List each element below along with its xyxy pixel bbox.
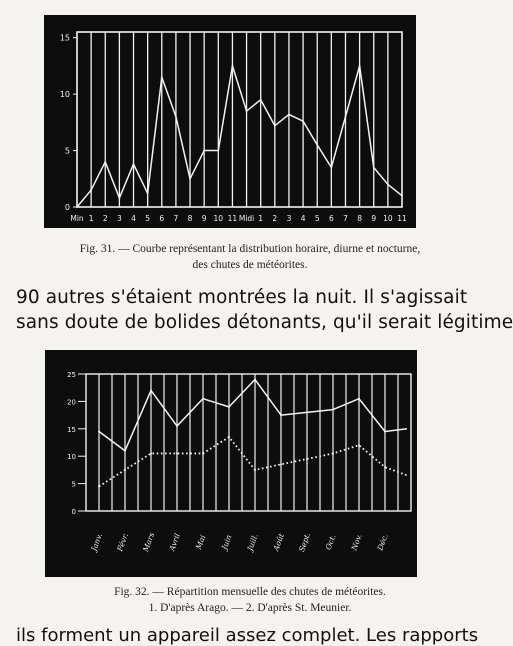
x-tick-label: Déc. [375,532,390,552]
data-point [202,398,204,400]
data-point [306,458,308,460]
x-tick-label: 6 [159,214,165,223]
x-tick-label: Oct. [323,533,338,552]
data-point [150,389,152,391]
data-point [306,411,308,413]
plot-frame [77,32,402,207]
figure-31-caption-line1: Fig. 31. — Courbe représentant la distribution horaire, diurne et nocturne, [79,243,421,255]
data-point [161,76,163,78]
x-tick-label: Nov. [349,532,364,552]
data-point [175,116,177,118]
data-point [288,114,290,116]
hourly-chart [44,15,416,228]
x-tick-label: 1 [88,214,94,223]
x-tick-label: 8 [187,214,193,223]
plot-frame [86,374,411,511]
data-point [384,466,386,468]
x-tick-label: Mai [193,533,208,551]
data-point [359,65,361,67]
x-tick-label: 7 [173,214,179,223]
x-tick-label: Août [271,532,286,553]
y-tick-label: 5 [71,480,76,489]
x-tick-label: Min [70,214,84,223]
figure-32-caption [0,584,500,616]
data-point [202,452,204,454]
x-tick-label: Midi [238,214,255,223]
data-point [280,414,282,416]
x-tick-label: 11 [397,214,407,223]
data-point [124,450,126,452]
data-point [147,193,149,195]
data-point [124,469,126,471]
y-tick-label: 10 [67,453,76,462]
data-point [232,65,234,67]
x-tick-label: Sept. [297,531,313,553]
data-point [104,161,106,163]
figure-31-caption-line2: des chutes de météorites. [192,259,308,271]
data-point [358,444,360,446]
series-line-dotted [99,437,407,486]
data-point [358,398,360,400]
data-point [176,452,178,454]
data-point [118,197,120,199]
x-tick-label: 5 [145,214,151,223]
x-tick-label: Juin [219,533,234,551]
x-tick-label: Févr. [115,531,131,553]
x-tick-label: 9 [371,214,377,223]
data-point [98,431,100,433]
monthly-chart-svg [45,350,417,577]
data-point [274,125,276,127]
body-line-2: sans doute de bolides détonants, qu'il serait légitime [16,312,513,333]
hourly-chart-svg [44,15,416,228]
y-tick-label: 20 [67,398,76,407]
x-tick-label: 2 [102,214,108,223]
data-point [254,469,256,471]
data-point [332,452,334,454]
x-tick-label: 4 [300,214,306,223]
figure-31-caption [0,241,500,273]
series-line [77,66,402,207]
data-point [384,431,386,433]
x-tick-label: Avril [167,532,182,553]
body-line-1: 90 autres s'étaient montrées la nuit. Il s'agissait [16,287,468,308]
x-tick-label: 10 [383,214,393,223]
y-tick-label: 15 [67,425,76,434]
x-tick-label: 8 [357,214,362,223]
y-tick-label: 0 [71,508,76,516]
x-tick-label: 9 [201,214,207,223]
data-point [316,144,318,146]
data-point [76,206,78,208]
x-tick-label: 2 [272,214,278,223]
data-point [217,150,219,152]
figure-32-caption-line1: Fig. 32. — Répartition mensuelle des chutes de météorites. [114,586,386,598]
figure-32-caption-line2: 1. D'après Arago. — 2. D'après St. Meunier. [148,602,352,614]
x-tick-label: Mars [141,531,157,553]
x-tick-label: 5 [314,214,320,223]
data-point [332,409,334,411]
cut-off-text-line [16,618,486,646]
data-point [133,163,135,165]
data-point [401,195,403,197]
y-tick-label: 0 [64,203,70,212]
data-point [246,110,248,112]
data-point [387,184,389,186]
y-tick-label: 10 [59,90,70,100]
monthly-chart [45,350,417,577]
data-point [90,189,92,191]
data-point [345,116,347,118]
data-point [373,167,375,169]
data-point [98,485,100,487]
x-tick-label: 7 [343,214,348,223]
data-point [228,436,230,438]
x-tick-label: 10 [213,214,224,223]
data-point [260,99,262,101]
x-tick-label: 11 [227,214,238,223]
data-point [302,120,304,122]
data-point [280,463,282,465]
data-point [330,167,332,169]
series-line-solid [99,379,407,450]
body-paragraph [16,285,513,335]
data-point [228,406,230,408]
data-point [150,452,152,454]
data-point [254,378,256,380]
x-tick-label: 3 [117,214,122,223]
x-tick-label: 3 [286,214,292,223]
data-point [176,425,178,427]
cut-off-text: ils forment un appareil assez complet. Les rapports [16,625,479,646]
x-tick-label: Janv. [89,532,104,553]
x-tick-label: Juill. [245,532,260,552]
data-point [203,150,205,152]
y-tick-label: 5 [64,146,70,156]
y-tick-label: 15 [59,33,70,43]
x-tick-label: 6 [328,214,334,223]
x-tick-label: 4 [131,214,136,223]
data-point [189,178,191,180]
y-tick-label: 25 [67,371,76,379]
x-tick-label: 1 [258,214,264,223]
